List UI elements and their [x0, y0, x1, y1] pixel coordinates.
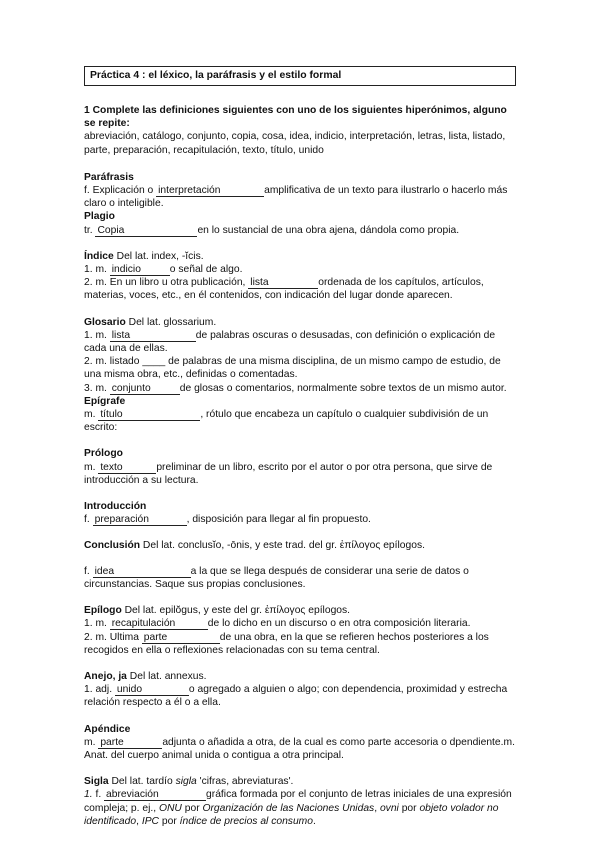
page-title: Práctica 4 : el léxico, la paráfrasis y el estilo formal [84, 66, 516, 86]
definition-text: por [159, 815, 180, 827]
entry-heading: Conclusión [84, 540, 141, 552]
definition-text: 1. m. [84, 329, 110, 341]
definition-text: gráfica formada por el conjunto de letras iniciales de una expresión compleja; p. ej., [84, 789, 512, 814]
definition-text: , [136, 815, 142, 827]
answer-blank[interactable]: lista [110, 330, 196, 342]
etymology: Del lat. annexus. [126, 670, 207, 682]
entry-heading: Anejo, ja [84, 670, 127, 682]
entry-conclusion [84, 539, 516, 591]
definition-text: ordenada de los capítulos, artículos, materias, voces, etc., en él contenidos, con indicación del lugar donde aparecen. [84, 277, 484, 302]
definition [84, 461, 516, 487]
entry-heading-line [84, 539, 516, 552]
answer-blank[interactable]: recapitulación [110, 618, 208, 630]
entry-heading: Glosario [84, 316, 126, 328]
entry-heading-line [84, 316, 516, 329]
entry-anejo [84, 670, 516, 710]
answer-blank[interactable]: idea [93, 566, 191, 578]
definition [84, 617, 516, 630]
definition-text: 1. m. [84, 264, 110, 276]
entry-heading: Epígrafe [84, 395, 126, 407]
definition-text: f. [84, 514, 93, 526]
entry-epilogo [84, 604, 516, 657]
example-term: Organización de las Naciones Unidas [202, 802, 375, 814]
answer-blank[interactable]: indicio [110, 264, 170, 276]
etymology: Del lat. tardío [108, 776, 176, 788]
etymology: Del lat. glossarium. [125, 316, 217, 328]
definition-text: de palabras oscuras o desusadas, con definición o explicación de cada una de ellas. [84, 329, 496, 355]
hyperonym-list: abreviación, catálogo, conjunto, copia, cosa, idea, indicio, interpretación, letras, lista, listado, parte, preparación, recapitulación, texto, título, unido [84, 131, 506, 156]
definition-text: por [181, 802, 203, 814]
entry-heading: Epílogo [84, 605, 122, 617]
definition-text: 1. [84, 789, 93, 801]
definition: 2. m. listado ____ de palabras de una misma disciplina, de un mismo campo de estudio, de una misma obra, etc., definidas o comentadas. [84, 356, 501, 381]
definition-text: en lo sustancial de una obra ajena, dándola como propia. [197, 224, 460, 236]
definition [84, 276, 516, 302]
definition-text: m. [84, 461, 99, 473]
definition [84, 184, 516, 210]
definition-text: 3. m. [84, 382, 110, 394]
answer-blank[interactable]: texto [98, 462, 156, 474]
answer-blank[interactable]: abreviación [104, 789, 206, 801]
entry-plagio [84, 210, 516, 236]
definition [84, 736, 516, 762]
answer-blank[interactable]: parte [98, 737, 162, 749]
answer-blank[interactable]: lista [248, 277, 318, 289]
definition-text: f. [84, 565, 93, 577]
entry-heading: Sigla [84, 776, 109, 788]
definition-text: , rótulo que encabeza un capítulo o cualquier subdivisión de un escrito: [84, 409, 489, 434]
answer-blank[interactable]: conjunto [110, 383, 180, 395]
definition-text: a la que se llega después de considerar una serie de datos o circunstancias. Saque sus propias conclusiones. [84, 565, 469, 590]
definition-text: tr. [84, 224, 96, 236]
definition-text: f. Explicación o [84, 185, 157, 197]
instructions-heading: 1 Complete las definiciones siguientes con uno de los siguientes hiperónimos, alguno se repite: [84, 105, 507, 130]
example-term: objeto volador no identificado [84, 802, 499, 827]
example-term: ovni [379, 802, 399, 814]
entry-glosario [84, 316, 516, 395]
definition [84, 788, 516, 828]
definition-text: de lo dicho en un discurso o en otra composición literaria. [207, 618, 471, 630]
answer-blank[interactable]: preparación [93, 514, 187, 526]
definition [84, 408, 516, 434]
entry-heading: Apéndice [84, 723, 131, 735]
definition-text: adjunta o añadida a otra, de la cual es como parte accesoria o dpendiente.m. Anat. del cuerpo animal unida o contigua a otra principal. [84, 736, 515, 761]
example-term: ONU [158, 802, 182, 814]
definition-text: o agregado a alguien o algo; con dependencia, proximidad y estrecha relación respecto a él o a ella. [84, 684, 508, 709]
definition [84, 329, 516, 355]
definition-text: . [312, 815, 316, 827]
entry-heading: Introducción [84, 501, 147, 513]
entry-parafrasis [84, 171, 516, 211]
entry-heading-line [84, 775, 516, 788]
etymology: Del lat. index, -ĭcis. [113, 250, 204, 262]
definition [84, 565, 516, 591]
entry-indice [84, 250, 516, 303]
definition-text: preliminar de un libro, escrito por el autor o por otra persona, que sirve de introducción a su lectura. [84, 461, 493, 486]
entry-heading: Prólogo [84, 448, 123, 460]
definition-text: f. [92, 789, 105, 801]
definition [84, 513, 516, 526]
definition-text: 2. m. En un libro u otra publicación, [84, 277, 249, 289]
etymology: 'cifras, abreviaturas'. [196, 776, 294, 788]
example-term: IPC [141, 815, 159, 827]
definition-text: amplificativa de un texto para ilustrarlo o hacerlo más claro o inteligible. [84, 185, 508, 210]
example-term: índice de precios al consumo [179, 815, 313, 827]
definition [84, 263, 516, 276]
entry-prologo [84, 447, 516, 487]
etymology: Del lat. epilŏgus, y este del gr. ἐπίλογος epílogos. [121, 605, 351, 617]
entry-heading-line [84, 250, 516, 263]
definition-text: de una obra, en la que se refieren hechos posteriores a los recogidos en ella o reflexiones relacionadas con su tema central. [84, 631, 489, 656]
entry-heading: Plagio [84, 211, 115, 223]
entry-apendice [84, 723, 516, 763]
definition [84, 224, 516, 237]
entry-heading-line [84, 670, 516, 683]
entry-introduccion [84, 500, 516, 526]
definition-text: de glosas o comentarios, normalmente sobre textos de un mismo autor. [179, 382, 507, 394]
answer-blank[interactable]: unido [115, 684, 189, 696]
definition-text: 2. m. Ultima [84, 631, 142, 643]
entry-heading: Índice [84, 250, 114, 262]
entry-epigrafe [84, 395, 516, 435]
definition-text: 1. m. [84, 618, 110, 630]
answer-blank[interactable]: Copia [95, 225, 197, 237]
definition-text: , disposición para llegar al fin propuesto. [186, 514, 371, 526]
definition-text: m. [84, 409, 99, 421]
answer-blank[interactable]: parte [142, 632, 220, 644]
definition [84, 382, 516, 395]
etymology: sigla [175, 776, 197, 788]
definition-text: , [374, 802, 380, 814]
instructions [84, 104, 516, 157]
definition-text: o señal de algo. [169, 264, 243, 276]
etymology: Del lat. conclusĭo, -ōnis, y este trad. del gr. ἐπίλογος epílogos. [140, 540, 425, 552]
answer-blank[interactable]: título [98, 409, 200, 421]
entry-heading: Paráfrasis [84, 171, 134, 183]
worksheet-page [84, 66, 516, 828]
definition-text: 1. adj. [84, 684, 115, 696]
answer-blank[interactable]: interpretación [156, 185, 264, 197]
entry-heading-line [84, 604, 516, 617]
definition [84, 683, 516, 709]
entry-sigla [84, 775, 516, 828]
definition-text: m. [84, 736, 99, 748]
definition [84, 631, 516, 657]
definition-text: por [398, 802, 420, 814]
